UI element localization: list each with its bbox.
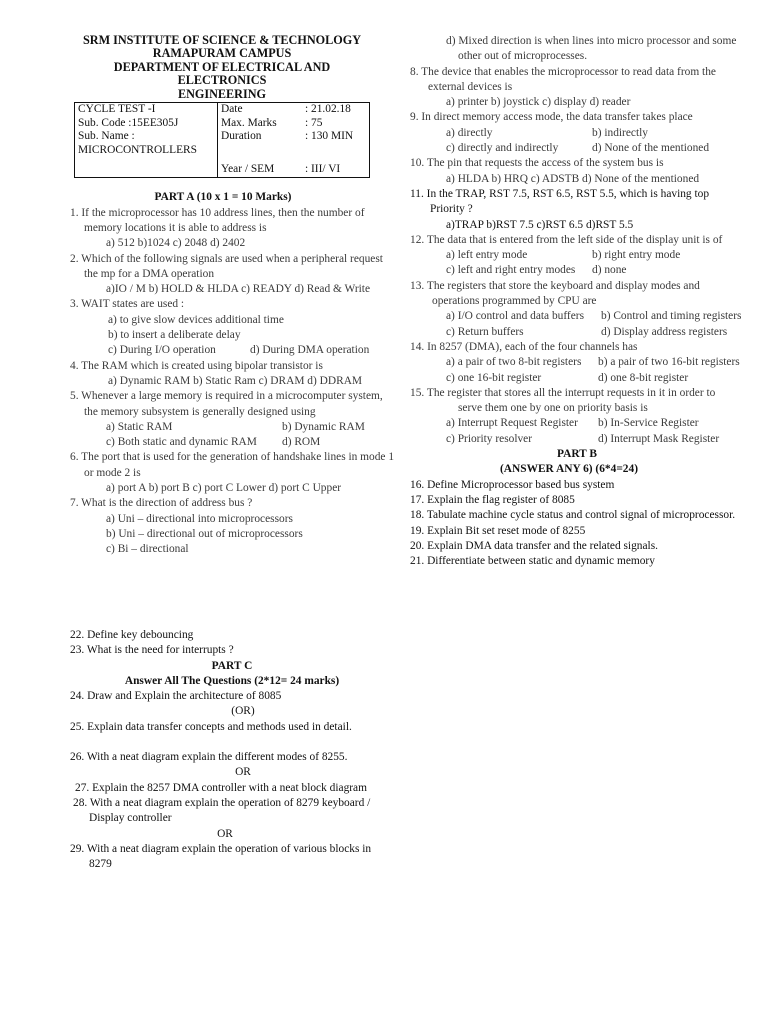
q13-option-c: c) Return buffers — [446, 325, 524, 338]
q8-options: a) printer b) joystick c) display d) reader — [446, 96, 631, 109]
q11-options: a)TRAP b)RST 7.5 c)RST 6.5 d)RST 5.5 — [446, 218, 634, 231]
q10-options: a) HLDA b) HRQ c) ADSTB d) None of the mentioned — [446, 172, 700, 185]
q7-option-d-line2: other out of microprocesses. — [458, 50, 588, 63]
q2-line1: 2. Which of the following signals are used when a peripheral request — [70, 252, 383, 265]
q6-line2: or mode 2 is — [84, 466, 141, 479]
q14-option-b: b) a pair of two 16-bit registers — [598, 356, 740, 369]
q9-option-a: a) directly — [446, 126, 493, 139]
q1-line1: 1. If the microprocessor has 10 address lines, then the number of — [70, 206, 365, 219]
part-c-title: PART C — [211, 659, 253, 672]
q7-option-b: b) Uni – directional out of microprocessors — [106, 527, 303, 540]
part-a-questions-cont — [410, 34, 762, 187]
q14-line1: 14. In 8257 (DMA), each of the four channels has — [410, 340, 638, 353]
q4-line1: 4. The RAM which is created using bipolar transistor is — [70, 359, 323, 372]
q5-line2: the memory subsystem is generally designed using — [84, 405, 316, 418]
q11-line1: 11. In the TRAP, RST 7.5, RST 6.5, RST 5.5, which is having top — [410, 187, 710, 200]
subject-name-value: MICROCONTROLLERS — [75, 144, 218, 158]
subject-name-label: Sub. Name : — [75, 130, 218, 144]
q23: 23. What is the need for interrupts ? — [70, 644, 234, 657]
q6-line1: 6. The port that is used for the generation of handshake lines in mode 1 — [70, 451, 395, 464]
q24: 24. Draw and Explain the architecture of 8085 — [70, 690, 282, 703]
q29-line1: 29. With a neat diagram explain the operation of various blocks in — [70, 842, 372, 855]
max-marks-label: Max. Marks — [221, 116, 277, 129]
q3-option-b: b) to insert a deliberate delay — [108, 329, 241, 342]
duration-label: Duration — [221, 130, 262, 143]
q13-option-a: a) I/O control and data buffers — [446, 310, 585, 323]
q27: 27. Explain the 8257 DMA controller with a neat block diagram — [75, 781, 367, 794]
q14-option-a: a) a pair of two 8-bit registers — [446, 356, 582, 369]
q28-line1: 28. With a neat diagram explain the operation of 8279 keyboard / — [73, 796, 371, 809]
q11-line2: Priority ? — [430, 203, 473, 216]
q10-line1: 10. The pin that requests the access of the system bus is — [410, 157, 664, 170]
q9-option-c: c) directly and indirectly — [446, 142, 559, 155]
q3-option-c: c) During I/O operation — [108, 344, 216, 357]
year-sem-value: : III/ VI — [305, 162, 341, 175]
q17: 17. Explain the flag register of 8085 — [410, 493, 575, 506]
date-value: : 21.02.18 — [305, 103, 351, 116]
q7-option-d-line1: d) Mixed direction is when lines into micro processor and some — [446, 35, 737, 47]
q15-option-c: c) Priority resolver — [446, 432, 533, 445]
q13-option-b: b) Control and timing registers — [601, 310, 742, 323]
q5-option-d: d) ROM — [282, 436, 321, 449]
q2-line2: the mp for a DMA operation — [84, 267, 215, 280]
q1-line2: memory locations it is able to address is — [84, 222, 267, 234]
part-a-title: PART A (10 x 1 = 10 Marks) — [154, 191, 292, 204]
q7-option-c: c) Bi – directional — [106, 543, 189, 556]
q9-option-d: d) None of the mentioned — [592, 142, 710, 155]
q29-line2: 8279 — [89, 858, 112, 871]
q15-line1: 15. The register that stores all the interrupt requests in it in order to — [410, 386, 716, 399]
duration-value: : 130 MIN — [305, 130, 354, 143]
date-label: Date — [221, 103, 243, 116]
q7-option-a: a) Uni – directional into microprocessors — [106, 512, 293, 525]
subject-code: Sub. Code :15EE305J — [75, 117, 218, 131]
q12-option-d: d) none — [592, 264, 627, 277]
q12-option-b: b) right entry mode — [592, 249, 681, 262]
q12-line1: 12. The data that is entered from the left side of the display unit is of — [410, 233, 723, 246]
institute-name: SRM INSTITUTE OF SCIENCE & TECHNOLOGY — [83, 33, 361, 47]
q14-option-c: c) one 16-bit register — [446, 371, 542, 384]
q28-line2: Display controller — [89, 812, 172, 825]
part-b-title: PART B — [557, 448, 597, 461]
q12-option-c: c) left and right entry modes — [446, 264, 576, 277]
q6-options: a) port A b) port B c) port C Lower d) port C Upper — [106, 482, 342, 495]
q8-line2: external devices is — [428, 80, 513, 93]
year-sem-label: Year / SEM — [221, 162, 275, 175]
q8-line1: 8. The device that enables the microprocessor to read data from the — [410, 65, 716, 78]
left-column — [68, 33, 400, 871]
q5-option-c: c) Both static and dynamic RAM — [106, 436, 257, 449]
cycle-test-label: CYCLE TEST -I — [75, 103, 218, 117]
q26: 26. With a neat diagram explain the different modes of 8255. — [70, 751, 348, 764]
q18: 18. Tabulate machine cycle status and control signal of microprocessor. — [410, 509, 736, 522]
q2-options: a)IO / M b) HOLD & HLDA c) READY d) Read & Write — [106, 283, 371, 296]
q3-option-a: a) to give slow devices additional time — [108, 313, 284, 326]
q4-options: a) Dynamic RAM b) Static Ram c) DRAM d) DDRAM — [108, 374, 363, 387]
max-marks-value: : 75 — [305, 116, 323, 129]
or-2: OR — [235, 766, 251, 779]
department-name-cont: ENGINEERING — [177, 86, 267, 101]
right-column — [410, 34, 762, 569]
q5-option-a: a) Static RAM — [106, 420, 173, 433]
q3-option-d: d) During DMA operation — [250, 344, 370, 357]
q21: 21. Differentiate between static and dynamic memory — [410, 555, 655, 568]
q3-line1: 3. WAIT states are used : — [70, 298, 185, 311]
q13-option-d: d) Display address registers — [601, 325, 728, 338]
part-c-subtitle: Answer All The Questions (2*12= 24 marks) — [124, 674, 340, 687]
q15-line2: serve them one by one on priority basis is — [458, 402, 648, 415]
q22: 22. Define key debouncing — [70, 629, 194, 641]
q20: 20. Explain DMA data transfer and the related signals. — [410, 539, 658, 552]
part-a-questions-cont2 — [410, 233, 762, 447]
header-block — [74, 34, 370, 101]
left-bottom-block — [70, 628, 400, 872]
q19: 19. Explain Bit set reset mode of 8255 — [410, 524, 586, 537]
q5-option-b: b) Dynamic RAM — [282, 420, 365, 433]
or-1: (OR) — [231, 705, 255, 718]
part-b-subtitle: (ANSWER ANY 6) (6*4=24) — [499, 463, 638, 476]
q1-options: a) 512 b)1024 c) 2048 d) 2402 — [106, 237, 246, 250]
q13-line2: operations programmed by CPU are — [432, 295, 597, 308]
q9-line1: 9. In direct memory access mode, the data transfer takes place — [410, 111, 693, 124]
q13-line1: 13. The registers that store the keyboard and display modes and — [410, 279, 700, 292]
q16: 16. Define Microprocessor based bus system — [410, 478, 615, 491]
exam-info-table — [74, 102, 370, 178]
q12-option-a: a) left entry mode — [446, 249, 528, 262]
or-3: OR — [217, 827, 233, 840]
q25: 25. Explain data transfer concepts and methods used in detail. — [70, 720, 352, 733]
q9-option-b: b) indirectly — [592, 126, 648, 139]
q15-option-b: b) In-Service Register — [598, 417, 699, 430]
part-a-questions — [70, 206, 400, 558]
q11-block — [410, 187, 762, 233]
q15-option-a: a) Interrupt Request Register — [446, 417, 578, 430]
q15-option-d: d) Interrupt Mask Register — [598, 432, 720, 445]
q14-option-d: d) one 8-bit register — [598, 371, 689, 384]
q7-line1: 7. What is the direction of address bus ? — [70, 497, 253, 510]
q5-line1: 5. Whenever a large memory is required in a microcomputer system, — [70, 390, 383, 403]
department-name: DEPARTMENT OF ELECTRICAL AND ELECTRONICS — [113, 59, 331, 88]
campus-name: RAMAPURAM CAMPUS — [152, 46, 292, 61]
